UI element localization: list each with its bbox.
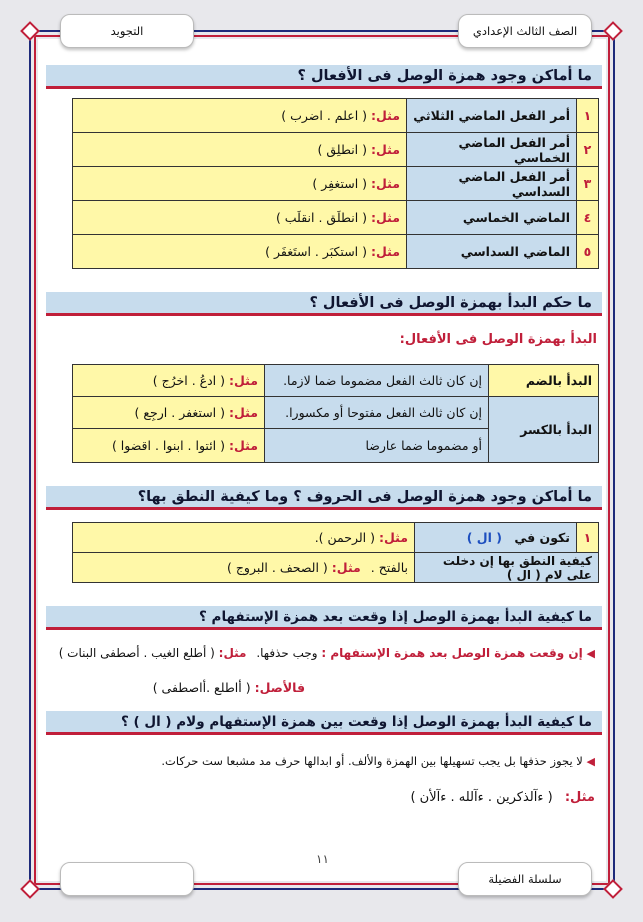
table-row	[73, 553, 599, 583]
verbs-start-subtitle: البدأ بهمزة الوصل فى الأفعال:	[399, 332, 597, 347]
verb-type: أمر الفعل الماضي الخماسي	[407, 133, 577, 167]
verbs-start-table	[72, 364, 599, 463]
example-cell: مثل: ( ائتوا . ابنوا . اقضوا )	[73, 429, 265, 463]
subject-tab	[60, 14, 194, 48]
row-number: ١	[577, 99, 599, 133]
verbs-places-table	[72, 98, 599, 269]
table-row	[73, 365, 599, 397]
example-cell: مثل: ( الرحمن ).	[73, 523, 415, 553]
table-row	[73, 167, 599, 201]
row-number: ٥	[577, 235, 599, 269]
letters-places-table	[72, 522, 599, 583]
section-title-letters-places: ما أماكن وجود همزة الوصل فى الحروف ؟ وما كيفية النطق بها؟	[46, 486, 602, 510]
damma-condition: إن كان ثالث الفعل مضموما ضما لازما.	[265, 365, 489, 397]
page-number: ١١	[316, 852, 329, 866]
kasra-condition: أو مضموما ضما عارضا	[265, 429, 489, 463]
question-start-rule: ◀ إن وقعت همزة الوصل بعد همزة الإستفهام : وجب حذفها. مثل: ( أطلع الغيب . أصطفى البنات )	[58, 646, 595, 660]
table-row	[73, 133, 599, 167]
example-cell: مثل: ( استكبَر . استَغفَر )	[73, 235, 407, 269]
series-tab	[458, 862, 592, 896]
table-row	[73, 201, 599, 235]
grade-label: الصف الثالث الإعدادي	[472, 24, 578, 38]
section-title-question-al: ما كيفية البدأ بهمزة الوصل إذا وقعت بين همزة الإستفهام ولام ( ال ) ؟	[46, 711, 602, 735]
example-cell: مثل: ( استغفِر )	[73, 167, 407, 201]
table-row	[73, 523, 599, 553]
example-cell: مثل: ( انطلِق )	[73, 133, 407, 167]
table-row	[73, 99, 599, 133]
verb-type: الماضي الخماسي	[407, 201, 577, 235]
section-title-verbs-start: ما حكم البدأ بهمزة الوصل فى الأفعال ؟	[46, 292, 602, 316]
question-start-origin: فالأصل: ( أاطلع .أاصطفى )	[152, 680, 305, 695]
row-number: ١	[577, 523, 599, 553]
verb-type: أمر الفعل الماضي الثلاثي	[407, 99, 577, 133]
example-cell: مثل: ( استغفر . ارجِع )	[73, 397, 265, 429]
pointer-icon: ◀	[586, 755, 595, 768]
example-cell: مثل: ( ادعُ . اخرُج )	[73, 365, 265, 397]
example-cell: بالفتح . مثل: ( الصحف . البروج )	[73, 553, 415, 583]
row-number: ٢	[577, 133, 599, 167]
question-al-example: مثل: ( ءآلذكرين . ءآلله . ءآلأن )	[410, 790, 595, 805]
row-number: ٣	[577, 167, 599, 201]
example-cell: مثل: ( انطلَق . انقلَب )	[73, 201, 407, 235]
footer-left-tab	[60, 862, 194, 896]
damma-label: البدأ بالضم	[489, 365, 599, 397]
pronounce-cell: كيفية النطق بها إن دخلت على لام ( ال )	[415, 553, 599, 583]
pointer-icon: ◀	[586, 647, 595, 660]
kasra-label: البدأ بالكسر	[489, 397, 599, 463]
subject-label: التجويد	[110, 24, 144, 38]
verb-type: الماضي السداسي	[407, 235, 577, 269]
verb-type: أمر الفعل الماضي السداسي	[407, 167, 577, 201]
kasra-condition: إن كان ثالث الفعل مفتوحا أو مكسورا.	[265, 397, 489, 429]
section-title-question-start: ما كيفية البدأ بهمزة الوصل إذا وقعت بعد همزة الإستفهام ؟	[46, 606, 602, 630]
question-al-rule: ◀ لا يجوز حذفها بل يجب تسهيلها بين الهمزة والألف. أو ابدالها حرف مد مشبعا ست حركات.	[161, 754, 595, 768]
table-row	[73, 235, 599, 269]
series-label: سلسلة الفضيلة	[488, 872, 562, 886]
example-cell: مثل: ( اعلم . اضرب )	[73, 99, 407, 133]
section-title-verbs-places: ما أماكن وجود همزة الوصل فى الأفعال ؟	[46, 65, 602, 89]
occurs-cell: تكون في ( ال )	[415, 523, 577, 553]
grade-tab	[458, 14, 592, 48]
table-row	[73, 397, 599, 429]
row-number: ٤	[577, 201, 599, 235]
